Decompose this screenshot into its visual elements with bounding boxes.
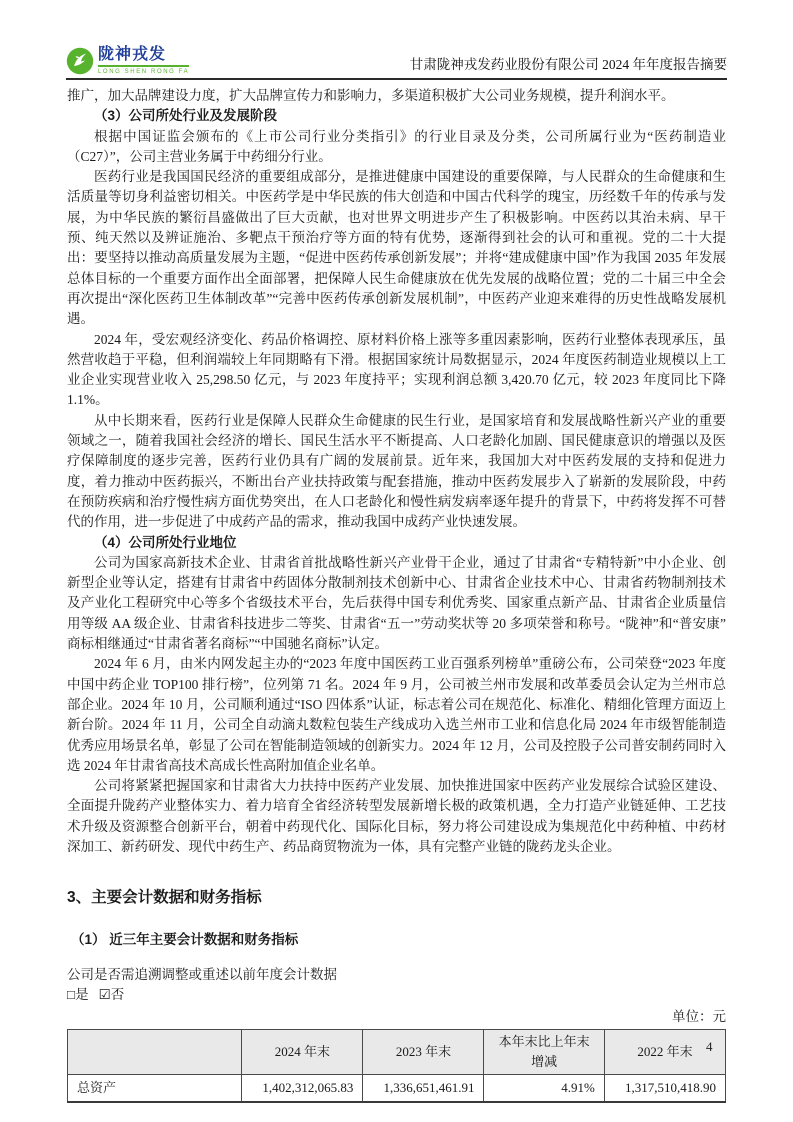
restatement-note: 公司是否需追溯调整或重述以前年度会计数据 xyxy=(67,966,337,982)
total-assets-2023: 1,336,651,461.91 xyxy=(363,1075,484,1102)
page-number: 4 xyxy=(706,1039,713,1054)
paragraph: 2024 年 6 月，由米内网发起主办的“2023 年度中国医药工业百强系列榜单”重磅公布，公司荣登“2023 年度中国中药企业 TOP100 排行榜”，位列第 71 名。2024 年 9 月，公司被兰州市发展和改革委员会认定为兰州市总部企业。2024 年 10 月，公司顺利通过“ISO 四体系”认证，标志着公司在规范化、标准化、精细化管理方面迈上新台阶。2024 年 11 月，公司全自动滴丸数粒包装生产线成功入选兰州市工业和信息化局 2024 年市级智能制造优秀应用场景名单，彰显了公司在智能制造领域的创新实力。2024 年 12 月，公司及控股子公司普安制药同时入选 2024 年甘肃省高技术高成长性高附加值企业名单。 xyxy=(67,656,726,773)
paragraph: 2024 年，受宏观经济变化、药品价格调控、原材料价格上涨等多重因素影响，医药行业整体表现承压，虽然营收趋于平稳，但利润端较上年同期略有下滑。根据国家统计局数据显示，2024 年度医药制造业规模以上工业企业实现营业收入 25,298.50 亿元，与 2023 年度持平；实现利润总额 3,420.70 亿元，较 2023 年度同比下降 1.1%。 xyxy=(67,331,726,408)
restatement-checkboxes xyxy=(67,985,726,1005)
page-header xyxy=(66,44,727,80)
paragraph: 公司将紧紧把握国家和甘肃省大力扶持中医药产业发展、加快推进国家中医药产业发展综合试验区建设、全面提升陇药产业整体实力、着力培育全省经济转型发展新增长极的政策机遇，全力打造产业链延伸、工艺技术升级及资源整合创新平台，朝着中药现代化、国际化目标，努力将公司建设成为集规范化中药种植、中药材深加工、新药研发、现代中药生产、药品商贸物流为一体，具有完整产业链的陇药龙头企业。 xyxy=(67,778,726,854)
main-text xyxy=(67,86,726,1103)
table-row xyxy=(68,1075,726,1102)
checkbox-yes[interactable]: □是 xyxy=(67,986,89,1002)
table-header-change: 本年末比上年末增减 xyxy=(484,1029,604,1075)
table-header-row xyxy=(68,1029,726,1075)
document-title: 甘肃陇神戎发药业股份有限公司 2024 年年度报告摘要 xyxy=(409,57,727,72)
subsection-heading-3: （3）公司所处行业及发展阶段 xyxy=(94,108,278,124)
paragraph: 公司为国家高新技术企业、甘肃省首批战略性新兴产业骨干企业，通过了甘肃省“专精特新”中小企业、创新型企业等认定，搭建有甘肃省中药固体分散制剂技术创新中心、甘肃省企业技术中心、甘肃省药物制剂技术及产业化工程研究中心等多个省级技术平台，先后获得中国专利优秀奖、国家重点新产品、甘肃省企业质量信用等级 AA 级企业、甘肃省科技进步二等奖、甘肃省“五一”劳动奖状等 20 多项荣誉和称号。“陇神”和“普安康”商标相继通过“甘肃省著名商标”“中国驰名商标”认定。 xyxy=(67,554,726,652)
table-header-2023: 2023 年末 xyxy=(363,1029,484,1075)
paragraph: 根据中国证监会颁布的《上市公司行业分类指引》的行业目录及分类，公司所属行业为“医药制造业（C27）”，公司主营业务属于中药细分行业。 xyxy=(67,128,726,164)
checkbox-no[interactable]: ☑否 xyxy=(98,986,125,1002)
section-heading-main: 3、主要会计数据和财务指标 xyxy=(67,889,262,907)
company-logo-name-zh: 陇神戎发 xyxy=(98,47,189,67)
section-heading-sub: （1） 近三年主要会计数据和财务指标 xyxy=(71,931,299,947)
total-assets-2024: 1,402,312,065.83 xyxy=(242,1075,363,1102)
unit-label: 单位：元 xyxy=(672,1008,726,1024)
table-header-empty xyxy=(68,1029,242,1075)
company-logo-icon xyxy=(66,47,94,75)
financial-indicators-table xyxy=(67,1029,726,1103)
total-assets-2022: 1,317,510,418.90 xyxy=(604,1075,725,1102)
paragraph: 医药行业是我国国民经济的重要组成部分，是推进健康中国建设的重要保障，与人民群众的生命健康和生活质量等切身利益密切相关。中医药学是中华民族的伟大创造和中国古代科学的瑰宝，历经数千年的传承与发展，为中华民族的繁衍昌盛做出了巨大贡献，也对世界文明进步产生了积极影响。中医药以其治未病、早干预、纯天然以及辨证施治、多靶点干预治疗等方面的特有优势，逐渐得到社会的认可和重视。党的二十大提出：要坚持以推动高质量发展为主题，“促进中医药传承创新发展”；并将“建成健康中国”作为我国 2035 年发展总体目标的一个重要方面作出全面部署，把保障人民生命健康放在优先发展的战略位置；党的二十届三中全会再次提出“深化医药卫生体制改革”“完善中医药传承创新发展机制”，中医药产业迎来难得的历史性战略发展机遇。 xyxy=(67,169,726,327)
table-header-2022: 2022 年末 xyxy=(604,1029,725,1075)
company-logo xyxy=(66,47,189,75)
total-assets-change: 4.91% xyxy=(484,1075,604,1102)
table-header-2024: 2024 年末 xyxy=(242,1029,363,1075)
company-logo-name-en: LONG SHEN RONG FA xyxy=(98,69,190,75)
paragraph: 从中长期来看，医药行业是保障人民群众生命健康的民生行业，是国家培育和发展战略性新兴产业的重要领域之一，随着我国社会经济的增长、国民生活水平不断提高、人口老龄化加剧、国民健康意识的增强以及医疗保障制度的逐步完善，医药行业仍具有广阔的发展前景。近年来，我国加大对中医药发展的支持和促进力度，着力推动中医药振兴，不断出台产业扶持政策与配套措施，推动中医药发展步入了崭新的发展阶段，中药在预防疾病和治疗慢性病方面优势突出，在人口老龄化和慢性病发病率逐年提升的背景下，中药将发挥不可替代的作用，进一步促进了中成药产品的需求，推动我国中成药产业快速发展。 xyxy=(67,412,726,530)
subsection-heading-4: （4）公司所处行业地位 xyxy=(94,534,237,550)
company-logo-text xyxy=(98,47,189,75)
row-label-total-assets: 总资产 xyxy=(68,1075,242,1102)
paragraph: 推广，加大品牌建设力度，扩大品牌宣传力和影响力，多渠道积极扩大公司业务规模，提升利润水平。 xyxy=(67,88,675,103)
